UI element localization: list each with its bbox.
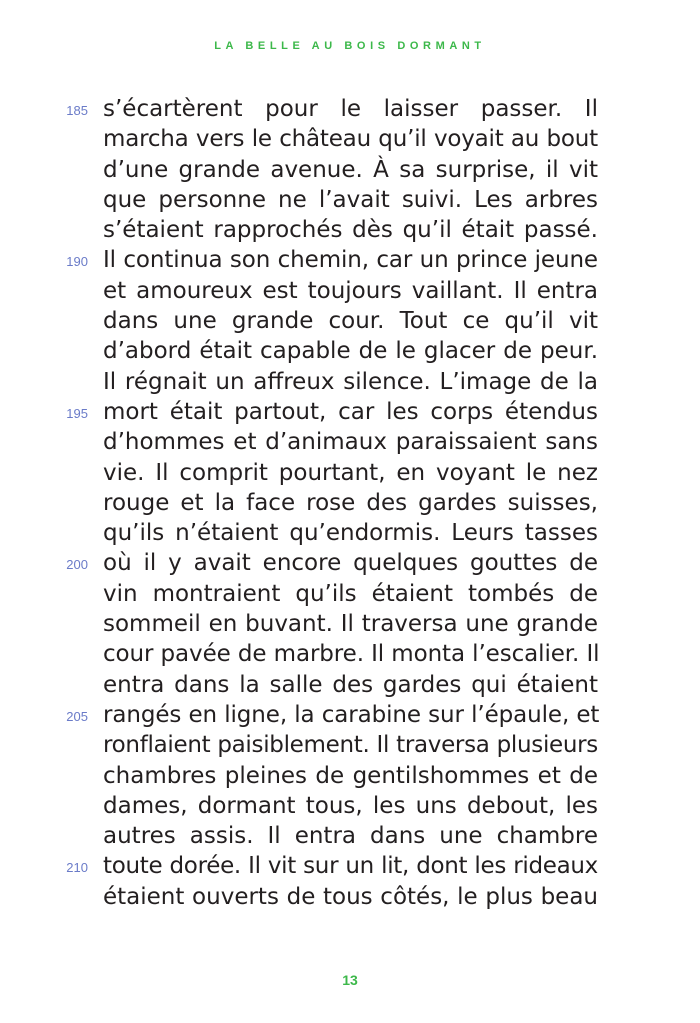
line-text: Il continua son chemin, car un prince jeune <box>103 247 598 274</box>
text-line <box>0 397 700 427</box>
text-line <box>0 336 700 366</box>
running-header: LA BELLE AU BOIS DORMANT <box>214 40 486 52</box>
line-text: dans une grande cour. Tout ce qu’il vit <box>103 308 598 335</box>
line-text: entra dans la salle des gardes qui étaient <box>103 671 598 698</box>
line-text: d’une grande avenue. À sa surprise, il vit <box>103 156 598 183</box>
line-text: d’hommes et d’animaux paraissaient sans <box>103 429 598 456</box>
line-text: vin montraient qu’ils étaient tombés de <box>103 580 598 607</box>
line-number: 185 <box>66 103 88 118</box>
body-text <box>0 94 700 912</box>
text-line <box>0 609 700 639</box>
text-line <box>0 155 700 185</box>
text-line <box>0 518 700 548</box>
line-number: 210 <box>66 860 88 876</box>
text-line <box>0 488 700 518</box>
line-text: ronflaient paisiblement. Il traversa plusieurs <box>103 732 598 759</box>
line-text: toute dorée. Il vit sur un lit, dont les rideaux <box>103 853 598 880</box>
text-line <box>0 124 700 154</box>
line-text: étaient ouverts de tous côtés, le plus beau <box>103 883 598 910</box>
text-line <box>0 791 700 821</box>
text-line <box>0 851 700 881</box>
line-text: vie. Il comprit pourtant, en voyant le nez <box>103 459 598 486</box>
text-line <box>0 427 700 457</box>
page-number: 13 <box>342 972 358 988</box>
line-text: Il régnait un affreux silence. L’image de la <box>103 368 598 395</box>
line-text: cour pavée de marbre. Il monta l’escalier. Il <box>103 641 600 668</box>
text-line <box>0 821 700 851</box>
line-text: qu’ils n’étaient qu’endormis. Leurs tasses <box>103 520 598 547</box>
text-line <box>0 579 700 609</box>
text-line <box>0 458 700 488</box>
text-line <box>0 548 700 578</box>
line-text: dames, dormant tous, les uns debout, les <box>103 792 598 819</box>
line-number: 205 <box>66 708 88 724</box>
line-text: rouge et la face rose des gardes suisses, <box>103 489 598 516</box>
text-line <box>0 215 700 245</box>
text-line <box>0 185 700 215</box>
line-text: autres assis. Il entra dans une chambre <box>103 823 598 850</box>
text-line <box>0 245 700 275</box>
line-text: s’écartèrent pour le laisser passer. Il <box>103 96 598 122</box>
line-text: mort était partout, car les corps étendus <box>103 398 598 425</box>
line-text: d’abord était capable de le glacer de peur. <box>103 338 598 365</box>
line-text: s’étaient rapprochés dès qu’il était passé. <box>103 217 598 244</box>
line-number: 200 <box>66 557 88 573</box>
text-line <box>0 367 700 397</box>
text-line <box>0 639 700 669</box>
text-line <box>0 730 700 760</box>
line-text: marcha vers le château qu’il voyait au bout <box>103 126 598 153</box>
text-line <box>0 670 700 700</box>
text-line <box>0 94 700 124</box>
text-line <box>0 761 700 791</box>
line-text: chambres pleines de gentilshommes et de <box>103 762 598 789</box>
line-number: 195 <box>66 405 88 421</box>
text-line <box>0 306 700 336</box>
line-text: que personne ne l’avait suivi. Les arbres <box>103 186 598 213</box>
line-text: et amoureux est toujours vaillant. Il entra <box>103 277 598 304</box>
text-line <box>0 882 700 912</box>
line-number: 190 <box>66 254 88 270</box>
text-line <box>0 700 700 730</box>
line-text: où il y avait encore quelques gouttes de <box>103 550 598 577</box>
line-text: sommeil en buvant. Il traversa une grande <box>103 611 598 638</box>
line-text: rangés en ligne, la carabine sur l’épaule, et <box>103 701 600 728</box>
text-line <box>0 276 700 306</box>
